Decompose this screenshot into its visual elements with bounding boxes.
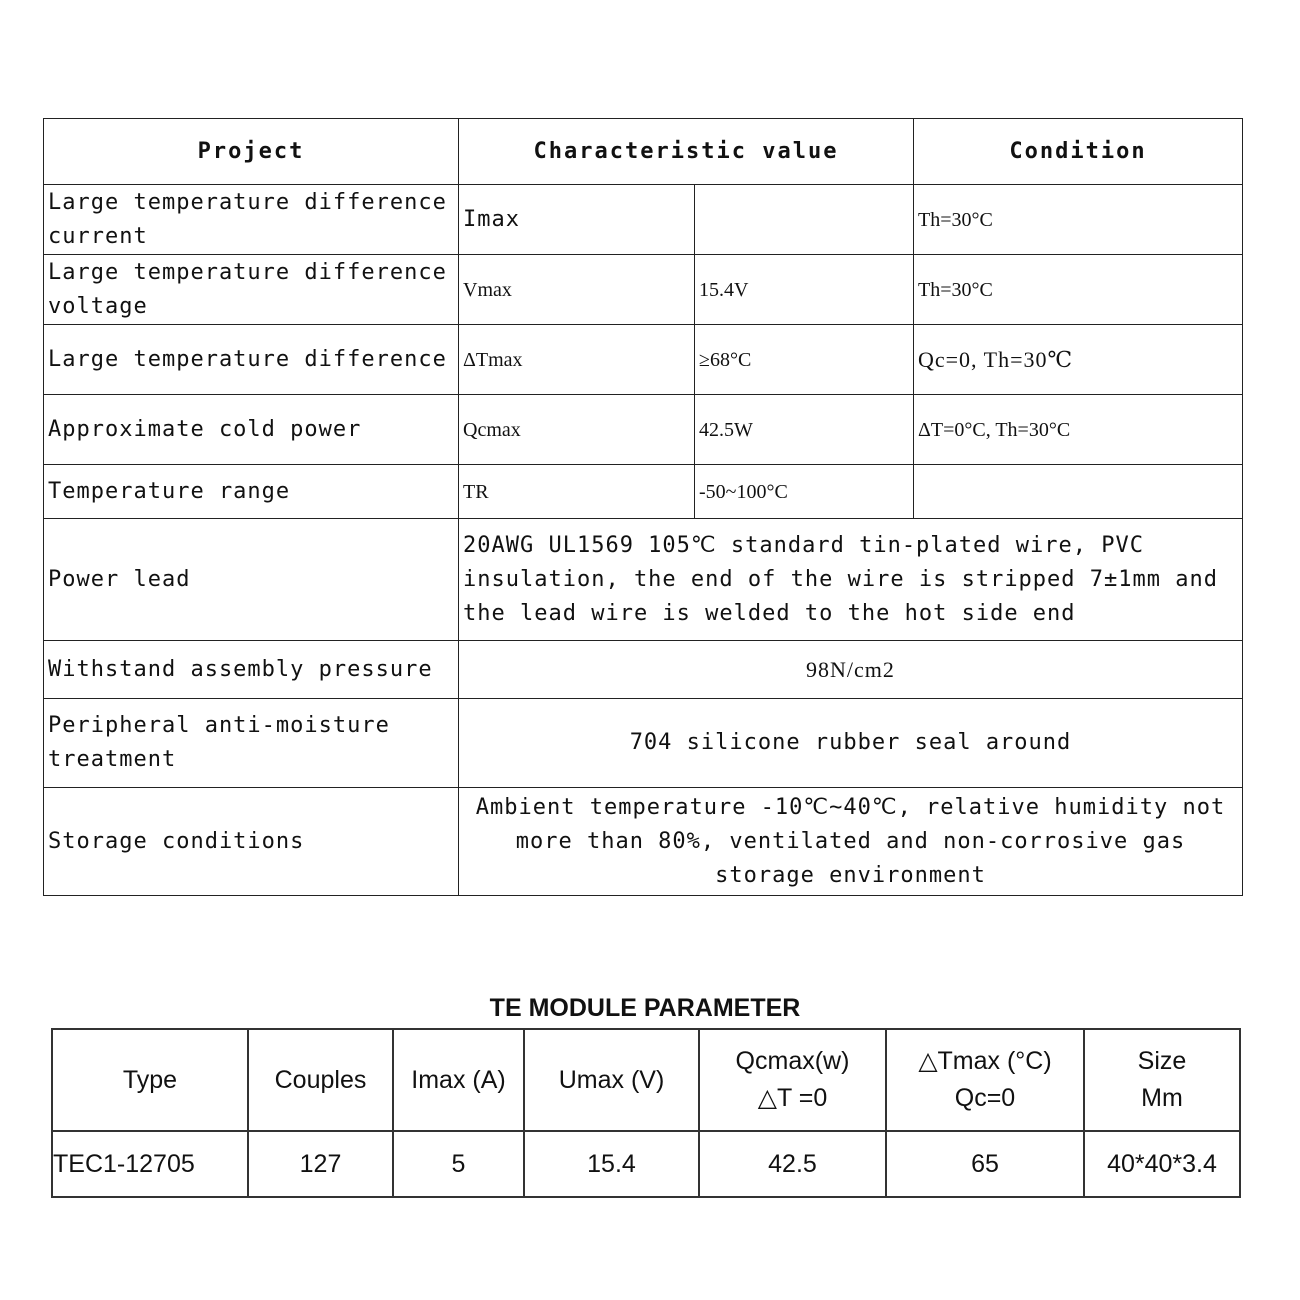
header-size-line1: Size (1137, 1047, 1187, 1075)
header-qcmax-line2: △T =0 (757, 1084, 828, 1112)
condition-cell: Qc=0, Th=30℃ (914, 325, 1243, 395)
header-dtmax-line2: Qc=0 (954, 1084, 1016, 1112)
table-row (44, 255, 1243, 325)
project-cell: Storage conditions (44, 788, 459, 896)
header-qcmax (699, 1029, 886, 1131)
value-cell: -50~100°C (695, 465, 914, 519)
header-type: Type (52, 1029, 248, 1131)
qcmax-value: 42.5 (699, 1131, 886, 1197)
value-cell (695, 185, 914, 255)
pressure-value: 98N/cm2 (459, 641, 1243, 699)
imax-value: 5 (393, 1131, 524, 1197)
condition-cell (914, 465, 1243, 519)
table-row (44, 185, 1243, 255)
header-size (1084, 1029, 1240, 1131)
condition-cell: ΔT=0°C, Th=30°C (914, 395, 1243, 465)
table-row (44, 465, 1243, 519)
symbol-cell: TR (459, 465, 695, 519)
header-umax: Umax (V) (524, 1029, 699, 1131)
header-condition: Condition (914, 119, 1243, 185)
table-row (44, 699, 1243, 788)
symbol-cell: Vmax (459, 255, 695, 325)
header-dtmax (886, 1029, 1084, 1131)
header-characteristic-value: Characteristic value (459, 119, 914, 185)
couples-value: 127 (248, 1131, 393, 1197)
header-dtmax-line1: △Tmax (°C) (918, 1047, 1052, 1075)
header-project: Project (44, 119, 459, 185)
condition-cell: Th=30°C (914, 185, 1243, 255)
type-value: TEC1-12705 (52, 1131, 248, 1197)
project-cell: Approximate cold power (44, 395, 459, 465)
project-cell: Temperature range (44, 465, 459, 519)
table-header-row (44, 119, 1243, 185)
header-couples: Couples (248, 1029, 393, 1131)
symbol-cell: Qcmax (459, 395, 695, 465)
symbol-cell: ΔTmax (459, 325, 695, 395)
table-row (44, 395, 1243, 465)
characteristics-table (43, 118, 1243, 896)
project-cell: Large temperature difference (44, 325, 459, 395)
project-cell: Power lead (44, 519, 459, 641)
value-cell: ≥68°C (695, 325, 914, 395)
table-row (44, 325, 1243, 395)
table-row (44, 641, 1243, 699)
header-qcmax-line1: Qcmax(w) (735, 1047, 850, 1075)
te-module-table (51, 1028, 1241, 1198)
moisture-treatment-value: 704 silicone rubber seal around (459, 699, 1243, 788)
storage-conditions-value: Ambient temperature -10℃~40℃, relative humidity not more than 80%, ventilated and non-corrosive gas storage environment (459, 788, 1243, 896)
table-row (44, 788, 1243, 896)
umax-value: 15.4 (524, 1131, 699, 1197)
header-imax: Imax (A) (393, 1029, 524, 1131)
te-header-row (52, 1029, 1240, 1131)
value-cell: 42.5W (695, 395, 914, 465)
project-cell: Peripheral anti-moisture treatment (44, 699, 459, 788)
size-value: 40*40*3.4 (1084, 1131, 1240, 1197)
table-row (44, 519, 1243, 641)
te-module-title: TE MODULE PARAMETER (489, 994, 801, 1022)
project-cell: Large temperature difference voltage (44, 255, 459, 325)
dtmax-value: 65 (886, 1131, 1084, 1197)
project-cell: Large temperature difference current (44, 185, 459, 255)
value-cell: 15.4V (695, 255, 914, 325)
project-cell: Withstand assembly pressure (44, 641, 459, 699)
power-lead-description: 20AWG UL1569 105℃ standard tin-plated wire, PVC insulation, the end of the wire is stripped 7±1mm and the lead wire is welded to the hot side end (459, 519, 1243, 641)
symbol-cell: Imax (459, 185, 695, 255)
te-data-row (52, 1131, 1240, 1197)
header-size-line2: Mm (1141, 1084, 1183, 1112)
condition-cell: Th=30°C (914, 255, 1243, 325)
